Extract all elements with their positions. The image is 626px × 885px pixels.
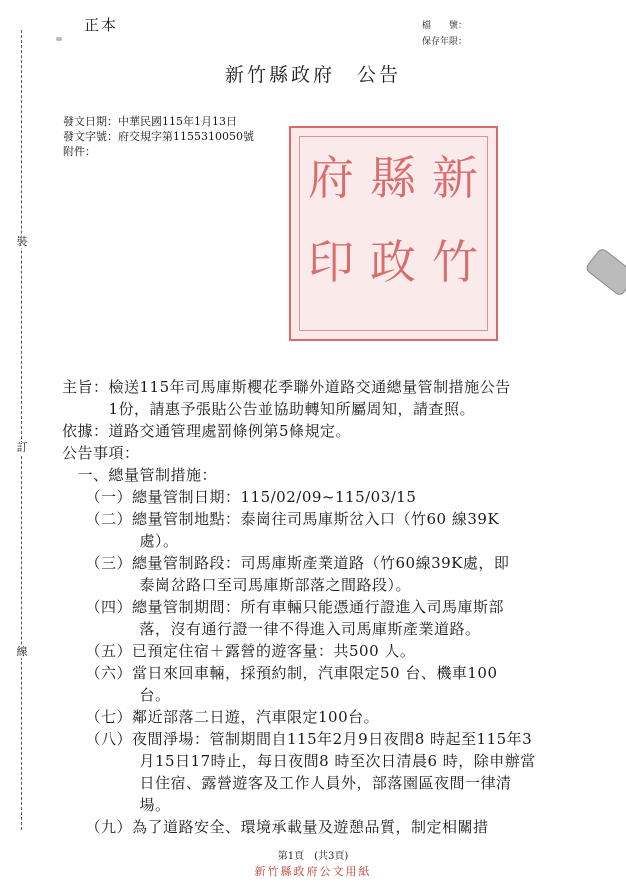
body-line: 依據：道路交通管理處罰條例第5條規定。 (62, 422, 352, 440)
scan-smudge (56, 37, 62, 41)
archive-number-label: 檔 號： (422, 21, 468, 31)
seal-char: 新 (432, 151, 478, 205)
body-line: （二）總量管制地點：泰崗往司馬庫斯岔入口（竹60 線39K (62, 510, 500, 528)
body-line: （五）已預定住宿＋露營的遊客量：共500 人。 (62, 642, 416, 660)
body-line: 台。 (62, 686, 171, 704)
body-line: 一、總量管制措施： (62, 466, 218, 484)
announcement-body (62, 376, 536, 838)
body-line: （八）夜間淨場：管制期間自115年2月9日夜間8 時起至115年3 (62, 730, 533, 748)
document-meta (63, 114, 254, 159)
body-line: 處）。 (62, 532, 179, 550)
body-line: 日住宿、露營遊客及工作人員外，部落園區夜間一律清 (62, 774, 512, 792)
body-line: 泰崗岔路口至司馬庫斯部落之間路段）。 (62, 576, 412, 594)
binding-char-zhuang: 裝 (16, 235, 28, 248)
seal-char: 政 (370, 235, 416, 289)
body-line: （一）總量管制日期：115/02/09~115/03/15 (62, 488, 417, 506)
seal-char: 縣 (370, 151, 416, 205)
copy-mark: 正本 (84, 16, 119, 34)
body-line: （六）當日來回車輛，採預約制，汽車限定50 台、機車100 (62, 664, 498, 682)
binding-char-ding: 訂 (16, 441, 28, 454)
body-line: （四）總量管制期間：所有車輛只能憑通行證進入司馬庫斯部 (62, 598, 505, 616)
body-line: 主旨：檢送115年司馬庫斯櫻花季聯外道路交通總量管制措施公告 (62, 378, 511, 396)
body-line: （九）為了道路安全、環境承載量及遊憩品質，制定相關措 (62, 818, 489, 836)
binding-line (21, 30, 22, 830)
document-title: 新竹縣政府 公告 (224, 64, 401, 86)
seal-char: 府 (308, 151, 354, 205)
body-line: 落，沒有通行證一律不得進入司馬庫斯產業道路。 (62, 620, 481, 638)
retention-label: 保存年限： (422, 37, 468, 47)
attachment-label: 附件： (63, 145, 96, 158)
page-number: 第1頁 (共3頁) (277, 851, 349, 862)
archive-info (422, 18, 467, 50)
body-line: （三）總量管制路段：司馬庫斯產業道路（竹60線39K處，即 (62, 554, 510, 572)
seal-char: 印 (308, 235, 354, 289)
body-line: 1份，請惠予張貼公告並協助轉知所屬周知，請查照。 (62, 400, 476, 418)
body-line: 公告事項： (62, 444, 140, 462)
issue-date: 發文日期：中華民國115年1月13日 (63, 115, 237, 128)
official-seal-stamp (289, 126, 498, 341)
binding-char-xian: 線 (16, 645, 28, 658)
paper-label: 新竹縣政府公文用紙 (254, 865, 372, 878)
body-line: 場。 (62, 796, 171, 814)
paper-clip-icon (584, 247, 626, 297)
seal-char: 竹 (432, 235, 478, 289)
body-line: （七）鄰近部落二日遊，汽車限定100台。 (62, 708, 380, 726)
body-line: 月15日17時止，每日夜間8 時至次日清晨6 時，除申辦當 (62, 752, 536, 770)
document-number: 發文字號：府交規字第1155310050號 (63, 130, 254, 143)
